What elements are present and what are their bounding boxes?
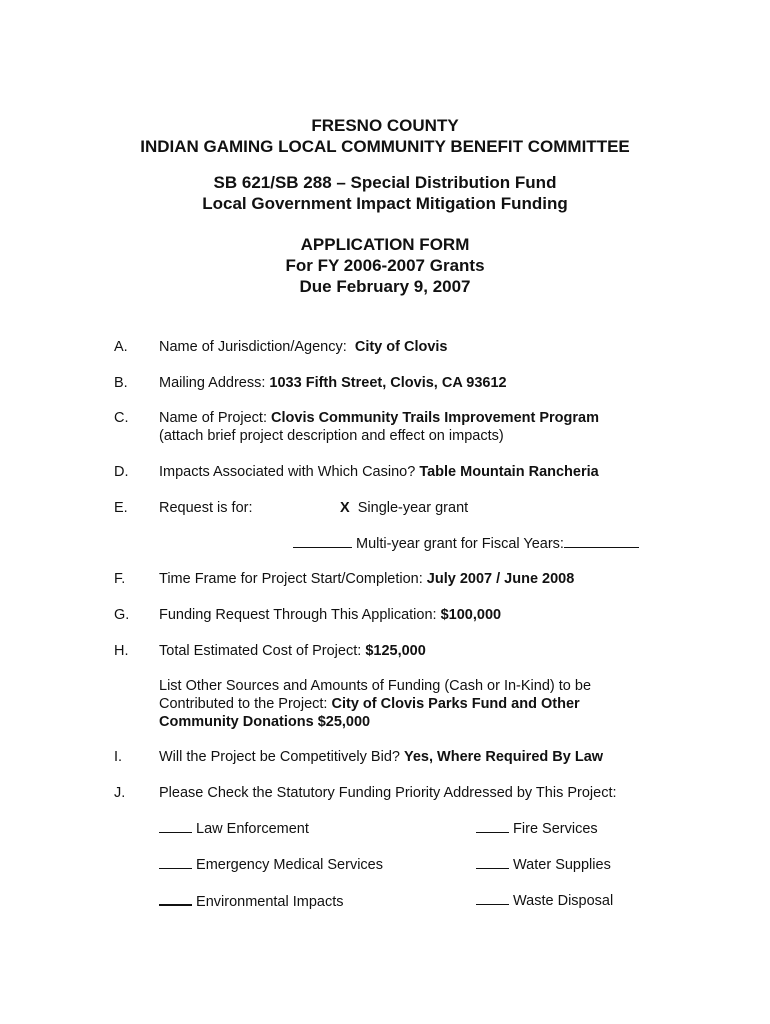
other-sources-line2 (159, 695, 580, 713)
environmental-label: Environmental Impacts (196, 894, 344, 910)
item-g-funding-request (159, 606, 501, 624)
single-year-label: Single-year grant (357, 500, 469, 516)
county-title: FRESNO COUNTY (311, 116, 459, 135)
item-i-competitive-bid (159, 748, 603, 766)
other-sources-value-cont: Community Donations $25,000 (159, 714, 371, 730)
single-year-option[interactable] (340, 499, 468, 517)
total-cost-label: Total Estimated Cost of Project: (159, 643, 362, 659)
emergency-medical-label: Emergency Medical Services (196, 857, 383, 873)
priority-water-supplies[interactable] (476, 856, 611, 874)
other-sources-line3 (159, 713, 370, 731)
item-a-jurisdiction (159, 338, 448, 356)
competitive-bid-value: Yes, Where Required By Law (404, 749, 604, 765)
environmental-check-blank[interactable] (159, 892, 192, 906)
single-year-mark: X (340, 500, 350, 516)
waste-disposal-check-blank[interactable] (476, 892, 509, 905)
timeframe-label: Time Frame for Project Start/Completion: (159, 571, 423, 587)
priority-environmental[interactable] (159, 892, 344, 911)
project-description-note: (attach brief project description and effect on impacts) (159, 428, 504, 444)
multi-year-label: Multi-year grant for Fiscal Years: (356, 536, 564, 552)
water-supplies-check-blank[interactable] (476, 856, 509, 869)
funding-request-value: $100,000 (440, 607, 502, 623)
due-date: Due February 9, 2007 (299, 277, 471, 296)
item-h-total-cost (159, 642, 426, 660)
item-f-timeframe (159, 570, 574, 588)
address-value: 1033 Fifth Street, Clovis, CA 93612 (269, 375, 507, 391)
item-letter-d: D. (114, 464, 129, 480)
law-enforcement-label: Law Enforcement (196, 821, 309, 837)
item-letter-g: G. (114, 607, 130, 623)
law-enforcement-check-blank[interactable] (159, 820, 192, 833)
emergency-medical-check-blank[interactable] (159, 856, 192, 869)
jurisdiction-value: City of Clovis (354, 339, 448, 355)
item-letter-j: J. (114, 785, 126, 801)
item-letter-i: I. (114, 749, 123, 765)
priority-fire-services[interactable] (476, 820, 598, 838)
item-letter-a: A. (114, 339, 128, 355)
funding-title: Local Government Impact Mitigation Funding (202, 194, 568, 213)
total-cost-value: $125,000 (365, 643, 426, 659)
waste-disposal-label: Waste Disposal (513, 893, 614, 909)
item-letter-b: B. (114, 375, 128, 391)
item-b-address (159, 374, 507, 392)
water-supplies-label: Water Supplies (513, 857, 611, 873)
timeframe-value: July 2007 / June 2008 (426, 571, 575, 587)
multi-year-option[interactable] (293, 535, 639, 553)
fiscal-years-blank[interactable] (564, 535, 639, 548)
item-letter-f: F. (114, 571, 126, 587)
committee-title: INDIAN GAMING LOCAL COMMUNITY BENEFIT COMMITTEE (140, 137, 630, 156)
address-label: Mailing Address: (159, 375, 266, 391)
fire-services-check-blank[interactable] (476, 820, 509, 833)
casino-label: Impacts Associated with Which Casino? (159, 464, 416, 480)
multi-year-check-blank[interactable] (293, 535, 352, 548)
item-c-project-name (159, 409, 599, 427)
priority-waste-disposal[interactable] (476, 892, 613, 910)
funding-request-label: Funding Request Through This Application: (159, 607, 437, 623)
project-name-value: Clovis Community Trails Improvement Program (271, 410, 599, 426)
other-sources-label: Contributed to the Project: (159, 696, 328, 712)
casino-value: Table Mountain Rancheria (419, 464, 599, 480)
fund-title: SB 621/SB 288 – Special Distribution Fund (213, 173, 557, 192)
item-d-casino (159, 463, 599, 481)
fire-services-label: Fire Services (513, 821, 598, 837)
priority-emergency-medical[interactable] (159, 856, 383, 874)
other-sources-line1: List Other Sources and Amounts of Funding (Cash or In-Kind) to be (159, 678, 592, 694)
item-letter-h: H. (114, 643, 129, 659)
project-name-label: Name of Project: (159, 410, 267, 426)
priority-instruction: Please Check the Statutory Funding Priority Addressed by This Project: (159, 785, 617, 801)
priority-law-enforcement[interactable] (159, 820, 309, 838)
jurisdiction-label: Name of Jurisdiction/Agency: (159, 339, 347, 355)
competitive-bid-label: Will the Project be Competitively Bid? (159, 749, 400, 765)
form-title: APPLICATION FORM (300, 235, 470, 254)
item-letter-c: C. (114, 410, 129, 426)
fiscal-year-title: For FY 2006-2007 Grants (285, 256, 485, 275)
other-sources-value: City of Clovis Parks Fund and Other (331, 696, 580, 712)
request-type-label: Request is for: (159, 500, 253, 516)
item-letter-e: E. (114, 500, 128, 516)
